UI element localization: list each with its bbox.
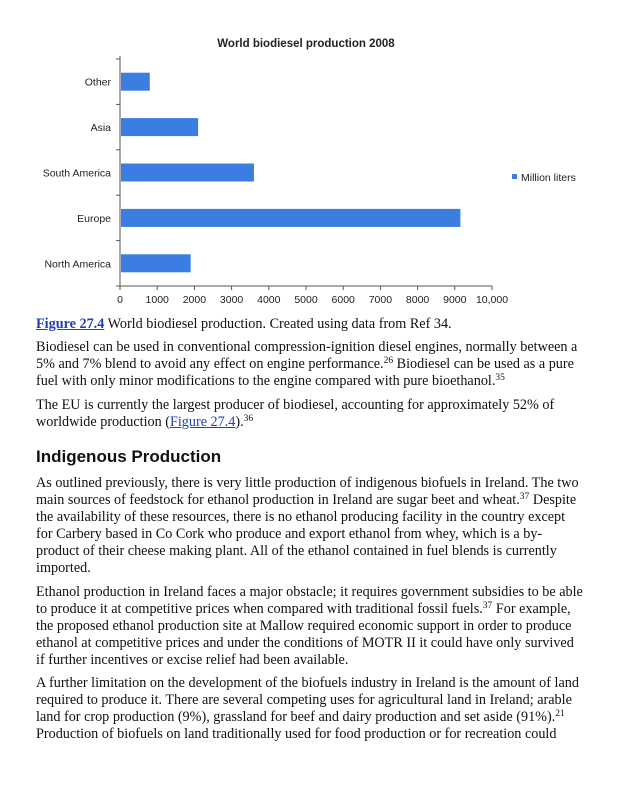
legend [512,172,576,184]
section-heading: Indigenous Production [36,447,222,467]
x-tick-label: 9000 [443,294,467,306]
paragraph [36,584,584,669]
biodiesel-bar-chart [0,0,617,312]
bar-south-america [121,164,254,182]
bar-group [121,73,460,273]
text: The EU is currently the largest producer of biodiesel, accounting for approximately 52% of worldwide production ( [36,396,555,430]
y-tick-label: North America [44,258,111,271]
document-body [36,316,584,750]
chart-title: World biodiesel production 2008 [217,38,395,50]
bar-europe [121,209,460,227]
text: A further limitation on the development of the biofuels industry in Ireland is the amount of land required to produce it. There are several competing uses for agricultural land in Ireland; arable land for crop production (9%), grassland for beef and dairy production and set aside (91%). [36,675,579,726]
axes [43,56,509,306]
bar-other [121,73,150,91]
x-tick-label: 10,000 [475,294,509,306]
x-tick-label: 0 [117,294,123,306]
legend-label: Million liters [521,172,576,184]
figure-link[interactable]: Figure 27.4 [169,413,236,430]
figure-link[interactable]: Figure 27.4 [36,316,105,332]
caption-text: World biodiesel production. Created using data from Ref 34. [104,316,452,332]
reference-marker: 37 [482,600,493,611]
x-tick-label: 5000 [294,294,318,306]
figure-caption [36,316,584,333]
reference-marker: 37 [519,492,530,503]
text: Ethanol production in Ireland faces a major obstacle; it requires government subsidies to be able to produce it at competitive prices when compared with traditional fossil fuels. [36,583,583,617]
text: Biodiesel can be used in conventional compression-ignition diesel engines, normally between a 5% and 7% blend to avoid any effect on engine performance. [36,338,578,372]
x-tick-label: 6000 [331,294,355,306]
text: As outlined previously, there is very little production of indigenous biofuels in Ireland. The two main sources of feedstock for ethanol production in Ireland are sugar beet and wheat. [36,475,579,509]
y-tick-label: Europe [77,212,111,225]
reference-marker: 36 [243,413,254,424]
reference-marker: 35 [495,372,505,383]
x-tick-label: 8000 [405,294,430,306]
text: Despite the availability of these resources, there is no ethanol producing facility in the country except for Carbery based in Co Cork who produce and export ethanol from whey, which is a by-product of their cheese making plant. All of the ethanol contained in fuel blends is currently imported. [36,492,577,576]
x-tick-label: 7000 [368,294,393,306]
bar-north-america [121,254,191,272]
reference-marker: 26 [383,355,394,366]
x-tick-label: 2000 [182,294,207,306]
paragraph [36,475,584,576]
legend-swatch [512,174,517,179]
paragraph [36,397,584,431]
x-tick-label: 3000 [219,294,244,306]
paragraph [36,675,584,743]
text: Production of biofuels on land traditionally used for food production or for recreation could [36,726,557,743]
bar-asia [121,118,198,136]
x-tick-label: 1000 [145,294,169,306]
reference-marker: 21 [555,709,565,720]
text: For example, the proposed ethanol production site at Mallow required economic support in order to produce ethanol at competitive prices and under the conditions of MOTR II it could have only survived if further incentives or excise relief had been available. [36,600,574,668]
x-tick-label: 4000 [257,294,281,306]
y-tick-label: Asia [90,122,111,135]
text: ). [235,413,244,430]
text: Biodiesel can be used as a pure fuel with only minor modifications to the engine compared with pure bioethanol. [36,355,574,389]
y-tick-label: South America [42,167,111,180]
y-tick-label: Other [84,76,111,89]
paragraph [36,339,584,390]
